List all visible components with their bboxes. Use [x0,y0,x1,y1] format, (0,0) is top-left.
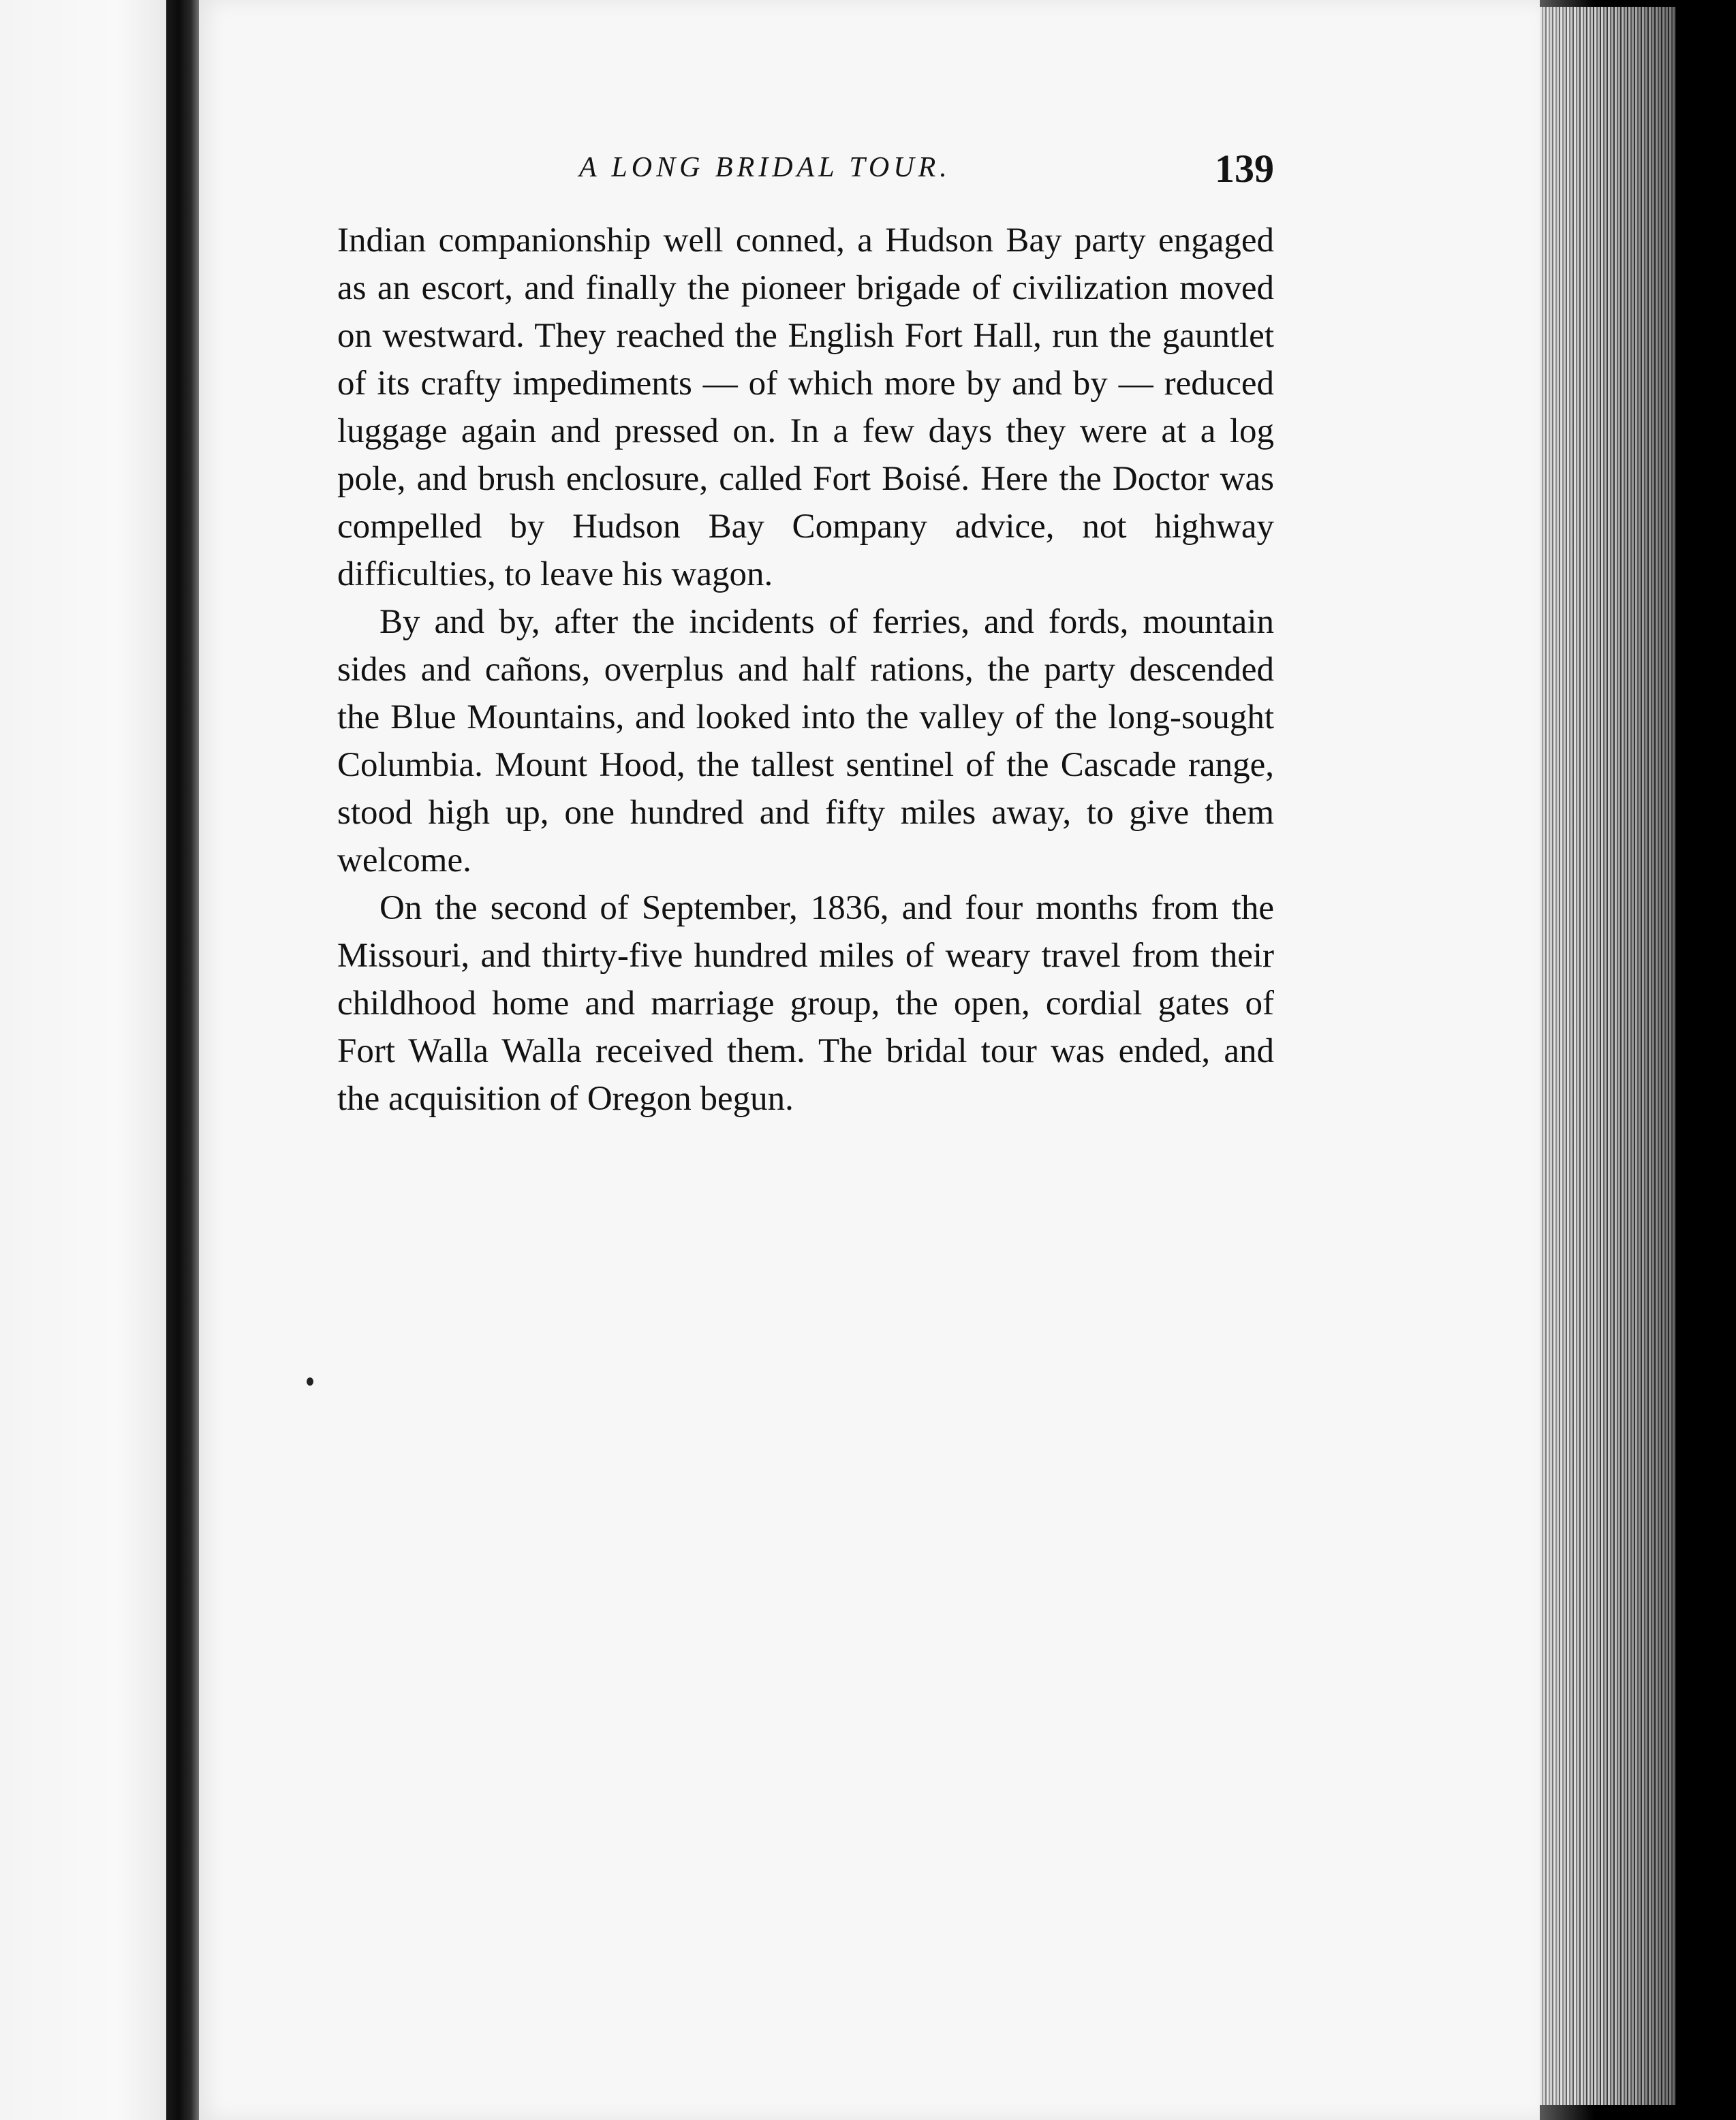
running-head: A LONG BRIDAL TOUR. [579,152,951,183]
body-text [337,217,1274,1123]
ink-speck [307,1377,313,1386]
scan-background [1676,0,1736,2120]
paragraph: By and by, after the incidents of ferries, and fords, mountain sides and cañons, overplus and half rations, the party descended the Blue Mountains, and looked into the valley of the long-sought Columbia. Mount Hood, the tallest sentinel of the Cascade range, stood high up, one hundred and fifty miles away, to give them welcome. [337,603,1274,879]
paragraph: On the second of September, 1836, and four months from the Missouri, and thirty-five hundred miles of weary travel from their childhood home and marriage group, the open, cordial gates of Fort Walla Walla received them. The bridal tour was ended, and the acquisition of Oregon begun. [337,889,1274,1118]
book-gutter [166,0,202,2120]
page-number: 139 [1215,146,1274,191]
paragraph-continued: Indian companionship well conned, a Hudson Bay party engaged as an escort, and finally the pioneer brigade of civilization moved on westward. They reached the English Fort Hall, run the gauntlet of its crafty impediments — of which more by and by — reduced luggage again and pressed on. In a few days they were at a log pole, and brush enclosure, called Fort Boisé. Here the Doctor was compelled by Hudson Bay Company advice, not highway difficulties, to leave his wagon. [337,221,1274,593]
page-stack-shading [1540,0,1676,2120]
facing-page-edge [0,0,166,2120]
